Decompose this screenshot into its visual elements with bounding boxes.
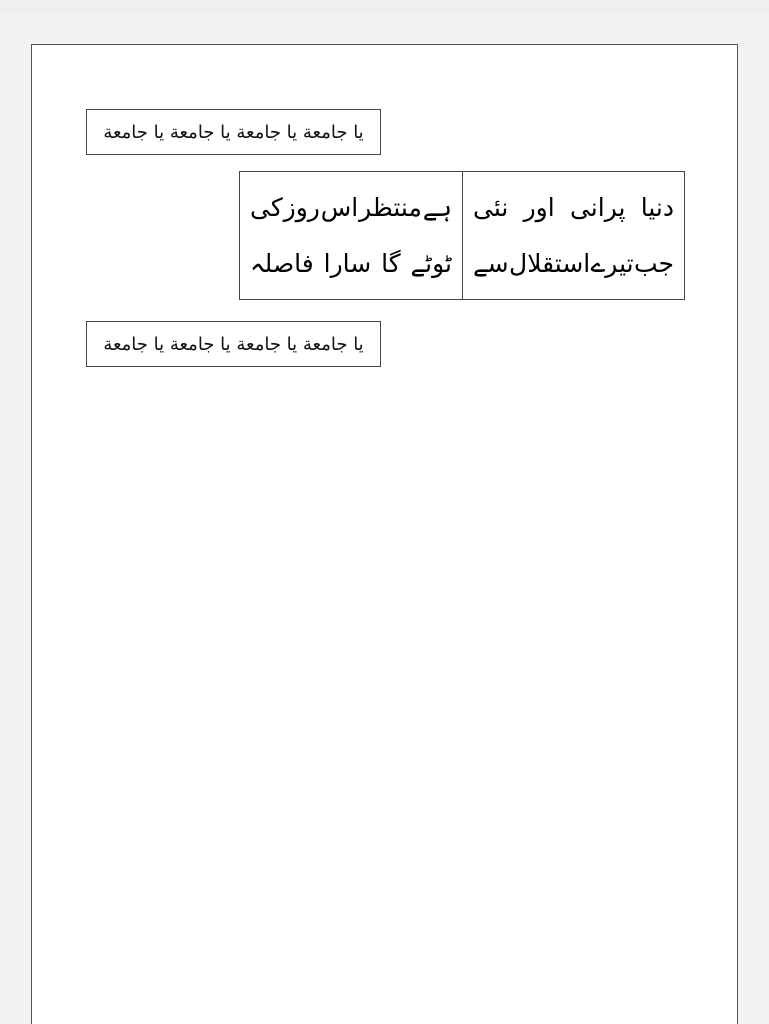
document-page <box>31 44 738 1024</box>
heading-box-top <box>86 109 381 155</box>
poem-word: منتظر <box>359 193 422 223</box>
poem-word: استقلال <box>509 248 591 278</box>
poem-word: تیرے <box>590 248 634 278</box>
poem-table <box>239 171 685 300</box>
poem-line-right-2 <box>473 249 674 278</box>
poem-word: اور <box>523 193 555 223</box>
poem-line-right-1 <box>473 193 674 222</box>
heading-text-bottom: یا جامعة یا جامعة یا جامعة یا جامعة <box>103 333 364 355</box>
poem-word: پرانی <box>569 193 626 223</box>
poem-cell-left <box>240 172 462 299</box>
poem-cell-right <box>462 172 684 299</box>
poem-word: ہے <box>422 193 452 223</box>
poem-word: فاصلہ <box>250 248 314 278</box>
poem-word: کی <box>250 193 283 223</box>
poem-word: نئی <box>473 193 509 223</box>
poem-word: جب <box>633 248 674 278</box>
poem-word: دنیا <box>640 193 674 223</box>
poem-word: سے <box>473 248 509 278</box>
heading-text-top: یا جامعة یا جامعة یا جامعة یا جامعة <box>103 121 364 143</box>
poem-word: گا <box>381 248 401 278</box>
poem-word: ٹوٹے <box>410 248 452 278</box>
poem-word: اس <box>320 193 359 223</box>
poem-line-left-2 <box>250 249 452 278</box>
browser-top-strip <box>0 0 769 12</box>
poem-line-left-1 <box>250 193 452 222</box>
poem-word: سارا <box>323 248 372 278</box>
heading-box-bottom <box>86 321 381 367</box>
poem-word: روز <box>283 193 320 223</box>
